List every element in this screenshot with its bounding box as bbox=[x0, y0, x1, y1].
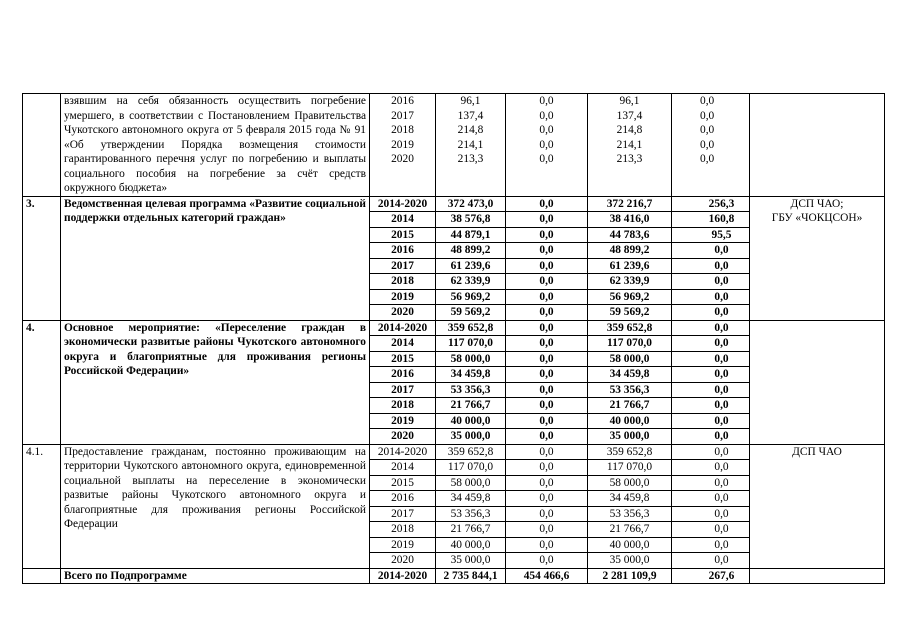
other-cell: 0,0 bbox=[672, 537, 750, 553]
federal-cell: 0,0 bbox=[506, 336, 588, 352]
years-cell: 2014 bbox=[370, 336, 436, 352]
district-cell: 359 652,8 bbox=[588, 320, 672, 336]
federal-cell: 0,0 bbox=[539, 138, 554, 151]
years-cell: 2019 bbox=[370, 289, 436, 305]
measure-description: взявшим на себя обязанность осуществить погребение умершего, в соответствии с Постановлением Правительства Чукотского автономного округа от 5 февраля 2015 года № 91 «Об утверждении Порядка возмещения стоимости гарантированного перечня услуг по погребению и выплаты социального пособия на погребение за счёт средств окружного бюджета» bbox=[61, 94, 370, 197]
table-row bbox=[23, 94, 885, 197]
other-cell: 0,0 bbox=[672, 413, 750, 429]
years-cell: 2020 bbox=[370, 429, 436, 445]
district-cell: 214,1 bbox=[616, 138, 643, 151]
district-cell: 21 766,7 bbox=[588, 398, 672, 414]
years-cell: 2017 bbox=[370, 258, 436, 274]
executor-line: ГБУ «ЧОКЦСОН» bbox=[771, 212, 863, 224]
total-label: Всего по Подпрограмме bbox=[61, 568, 370, 584]
district-cell: 40 000,0 bbox=[588, 413, 672, 429]
row-number bbox=[23, 94, 61, 197]
total-row bbox=[23, 568, 885, 584]
other-cell: 0,0 bbox=[672, 305, 750, 321]
district-cell: 56 969,2 bbox=[588, 289, 672, 305]
years-cell: 2014-2020 bbox=[370, 196, 436, 212]
federal-cell: 0,0 bbox=[506, 522, 588, 538]
years-cell: 2019 bbox=[370, 413, 436, 429]
years-cell: 2018 bbox=[370, 274, 436, 290]
federal-cell: 0,0 bbox=[506, 274, 588, 290]
district-cell: 58 000,0 bbox=[588, 475, 672, 491]
total-cell: 48 899,2 bbox=[436, 243, 506, 259]
executor bbox=[750, 320, 885, 444]
years-cell: 2018 bbox=[370, 522, 436, 538]
district-cell: 35 000,0 bbox=[588, 429, 672, 445]
federal-cell: 0,0 bbox=[506, 429, 588, 445]
other-cell: 0,0 bbox=[700, 109, 715, 122]
federal-cell: 0,0 bbox=[539, 95, 554, 107]
other-cell: 256,3 bbox=[672, 196, 750, 212]
other-cell: 0,0 bbox=[672, 444, 750, 460]
years-cell: 2016 bbox=[370, 243, 436, 259]
district-cell: 96,1 bbox=[619, 95, 640, 107]
federal-cell: 0,0 bbox=[506, 537, 588, 553]
years-cell: 2020 bbox=[370, 553, 436, 569]
total-cell: 53 356,3 bbox=[436, 382, 506, 398]
other-cell: 160,8 bbox=[672, 212, 750, 228]
other-cell: 0,0 bbox=[700, 124, 715, 136]
federal-cell: 0,0 bbox=[506, 475, 588, 491]
other-cell: 0,0 bbox=[672, 258, 750, 274]
other-cell: 0,0 bbox=[700, 153, 715, 165]
other-cell: 0,0 bbox=[672, 351, 750, 367]
total-cell: 359 652,8 bbox=[436, 320, 506, 336]
total-cell: 21 766,7 bbox=[436, 522, 506, 538]
district-cell: 213,3 bbox=[616, 153, 643, 165]
years-cell: 2016 bbox=[370, 367, 436, 383]
years-cell: 2014 bbox=[370, 460, 436, 476]
total-cell: 117 070,0 bbox=[436, 336, 506, 352]
federal-cell: 0,0 bbox=[506, 196, 588, 212]
program-block bbox=[23, 444, 885, 568]
table-row bbox=[23, 320, 885, 336]
measure-description: Предоставление гражданам, постоянно проживающим на территории Чукотского автономного округа, единовременной социальной выплаты на переселение в экономически развитые районы Чукотского автономного округа и благоприятные для проживания регионы Российской Федерации bbox=[61, 444, 370, 568]
other-cell: 0,0 bbox=[672, 506, 750, 522]
years-cell: 2014-2020 bbox=[370, 320, 436, 336]
total-district: 2 281 109,9 bbox=[588, 568, 672, 584]
other-cell: 0,0 bbox=[672, 320, 750, 336]
total-cell: 44 879,1 bbox=[436, 227, 506, 243]
years-cell: 2015 bbox=[370, 475, 436, 491]
federal-cell: 0,0 bbox=[506, 382, 588, 398]
district-cell: 53 356,3 bbox=[588, 506, 672, 522]
row-number: 4.1. bbox=[23, 444, 61, 568]
other-cell: 0,0 bbox=[672, 429, 750, 445]
years-cell: 2019 bbox=[370, 537, 436, 553]
district-cell: 21 766,7 bbox=[588, 522, 672, 538]
total-federal: 454 466,6 bbox=[506, 568, 588, 584]
district-cell: 34 459,8 bbox=[588, 491, 672, 507]
federal-cell: 0,0 bbox=[539, 153, 554, 165]
federal-cell: 0,0 bbox=[506, 506, 588, 522]
years-cell: 2020 bbox=[391, 153, 414, 165]
executor bbox=[750, 94, 885, 197]
total-other: 267,6 bbox=[672, 568, 750, 584]
total-cell: 213,3 bbox=[457, 153, 484, 165]
district-cell: 38 416,0 bbox=[588, 212, 672, 228]
other-cell: 0,0 bbox=[672, 398, 750, 414]
district-cell: 48 899,2 bbox=[588, 243, 672, 259]
federal-cell: 0,0 bbox=[506, 460, 588, 476]
other-cell: 0,0 bbox=[672, 382, 750, 398]
federal-cell: 0,0 bbox=[506, 351, 588, 367]
federal-cell: 0,0 bbox=[506, 413, 588, 429]
other-cell: 0,0 bbox=[672, 491, 750, 507]
table-row bbox=[23, 444, 885, 460]
program-block bbox=[23, 320, 885, 444]
total-cell: 96,1 bbox=[460, 95, 481, 107]
total-cell: 372 473,0 bbox=[436, 196, 506, 212]
years-cell: 2016 bbox=[370, 491, 436, 507]
other-cell: 0,0 bbox=[672, 553, 750, 569]
district-cell: 40 000,0 bbox=[588, 537, 672, 553]
total-sum: 2 735 844,1 bbox=[436, 568, 506, 584]
district-cell: 137,4 bbox=[616, 109, 643, 122]
years-cell: 2017 bbox=[391, 109, 414, 122]
total-cell: 58 000,0 bbox=[436, 475, 506, 491]
district-cell: 59 569,2 bbox=[588, 305, 672, 321]
federal-cell: 0,0 bbox=[506, 367, 588, 383]
federal-cell: 0,0 bbox=[539, 124, 554, 136]
years-cell: 2017 bbox=[370, 506, 436, 522]
federal-cell: 0,0 bbox=[506, 212, 588, 228]
other-cell: 0,0 bbox=[672, 522, 750, 538]
total-cell: 34 459,8 bbox=[436, 367, 506, 383]
years-cell: 2014 bbox=[370, 212, 436, 228]
federal-cell: 0,0 bbox=[506, 243, 588, 259]
other-cell: 0,0 bbox=[700, 138, 715, 151]
district-cell: 359 652,8 bbox=[588, 444, 672, 460]
executor-line: ДСП ЧАО; bbox=[790, 197, 844, 210]
total-years: 2014-2020 bbox=[370, 568, 436, 584]
total-cell: 38 576,8 bbox=[436, 212, 506, 228]
years-cell: 2020 bbox=[370, 305, 436, 321]
total-cell: 62 339,9 bbox=[436, 274, 506, 290]
other-cell: 0,0 bbox=[672, 367, 750, 383]
total-cell: 40 000,0 bbox=[436, 537, 506, 553]
district-cell: 44 783,6 bbox=[588, 227, 672, 243]
federal-cell: 0,0 bbox=[506, 398, 588, 414]
other-cell: 0,0 bbox=[672, 460, 750, 476]
total-cell: 214,8 bbox=[457, 124, 484, 136]
total-cell: 56 969,2 bbox=[436, 289, 506, 305]
years-cell: 2019 bbox=[391, 138, 414, 151]
program-block bbox=[23, 196, 885, 320]
other-cell: 0,0 bbox=[672, 243, 750, 259]
years-column bbox=[370, 94, 436, 197]
years-cell: 2016 bbox=[391, 95, 414, 107]
federal-cell: 0,0 bbox=[506, 553, 588, 569]
district-cell: 61 239,6 bbox=[588, 258, 672, 274]
federal-cell: 0,0 bbox=[506, 258, 588, 274]
federal-cell: 0,0 bbox=[506, 227, 588, 243]
years-cell: 2015 bbox=[370, 227, 436, 243]
total-cell: 40 000,0 bbox=[436, 413, 506, 429]
federal-cell: 0,0 bbox=[506, 491, 588, 507]
district-cell: 214,8 bbox=[616, 124, 643, 136]
other-cell: 0,0 bbox=[672, 274, 750, 290]
federal-cell: 0,0 bbox=[506, 320, 588, 336]
years-cell: 2017 bbox=[370, 382, 436, 398]
total-cell: 35 000,0 bbox=[436, 553, 506, 569]
district-cell: 34 459,8 bbox=[588, 367, 672, 383]
measure-description: Ведомственная целевая программа «Развитие социальной поддержки отдельных категорий граждан» bbox=[61, 196, 370, 320]
federal-cell: 0,0 bbox=[506, 444, 588, 460]
total-cell: 53 356,3 bbox=[436, 506, 506, 522]
executor bbox=[750, 196, 885, 320]
total-cell: 359 652,8 bbox=[436, 444, 506, 460]
district-cell: 117 070,0 bbox=[588, 336, 672, 352]
total-cell: 117 070,0 bbox=[436, 460, 506, 476]
total-cell: 61 239,6 bbox=[436, 258, 506, 274]
district-cell: 35 000,0 bbox=[588, 553, 672, 569]
years-cell: 2018 bbox=[370, 398, 436, 414]
district-cell: 62 339,9 bbox=[588, 274, 672, 290]
total-cell: 214,1 bbox=[457, 138, 484, 151]
years-cell: 2015 bbox=[370, 351, 436, 367]
federal-cell: 0,0 bbox=[506, 289, 588, 305]
other-cell: 0,0 bbox=[672, 475, 750, 491]
years-cell: 2014-2020 bbox=[370, 444, 436, 460]
total-cell: 137,4 bbox=[457, 109, 484, 122]
row-number: 3. bbox=[23, 196, 61, 320]
total-cell: 35 000,0 bbox=[436, 429, 506, 445]
other-cell: 0,0 bbox=[700, 95, 715, 107]
row-number: 4. bbox=[23, 320, 61, 444]
district-cell: 53 356,3 bbox=[588, 382, 672, 398]
other-cell: 0,0 bbox=[672, 289, 750, 305]
measure-description: Основное мероприятие: «Переселение граждан в экономически развитые районы Чукотского автономного округа и благоприятные для проживания регионы Российской Федерации» bbox=[61, 320, 370, 444]
federal-cell: 0,0 bbox=[506, 305, 588, 321]
federal-cell: 0,0 bbox=[539, 109, 554, 122]
other-cell: 95,5 bbox=[672, 227, 750, 243]
district-cell: 58 000,0 bbox=[588, 351, 672, 367]
budget-table bbox=[22, 93, 885, 584]
other-cell: 0,0 bbox=[672, 336, 750, 352]
federal-column bbox=[506, 94, 588, 197]
table-row bbox=[23, 196, 885, 212]
district-cell: 372 216,7 bbox=[588, 196, 672, 212]
total-column bbox=[436, 94, 506, 197]
total-cell: 34 459,8 bbox=[436, 491, 506, 507]
executor: ДСП ЧАО bbox=[750, 444, 885, 568]
total-cell: 21 766,7 bbox=[436, 398, 506, 414]
district-cell: 117 070,0 bbox=[588, 460, 672, 476]
total-cell: 58 000,0 bbox=[436, 351, 506, 367]
total-cell: 59 569,2 bbox=[436, 305, 506, 321]
district-column bbox=[588, 94, 672, 197]
other-column bbox=[672, 94, 750, 197]
years-cell: 2018 bbox=[391, 124, 414, 136]
